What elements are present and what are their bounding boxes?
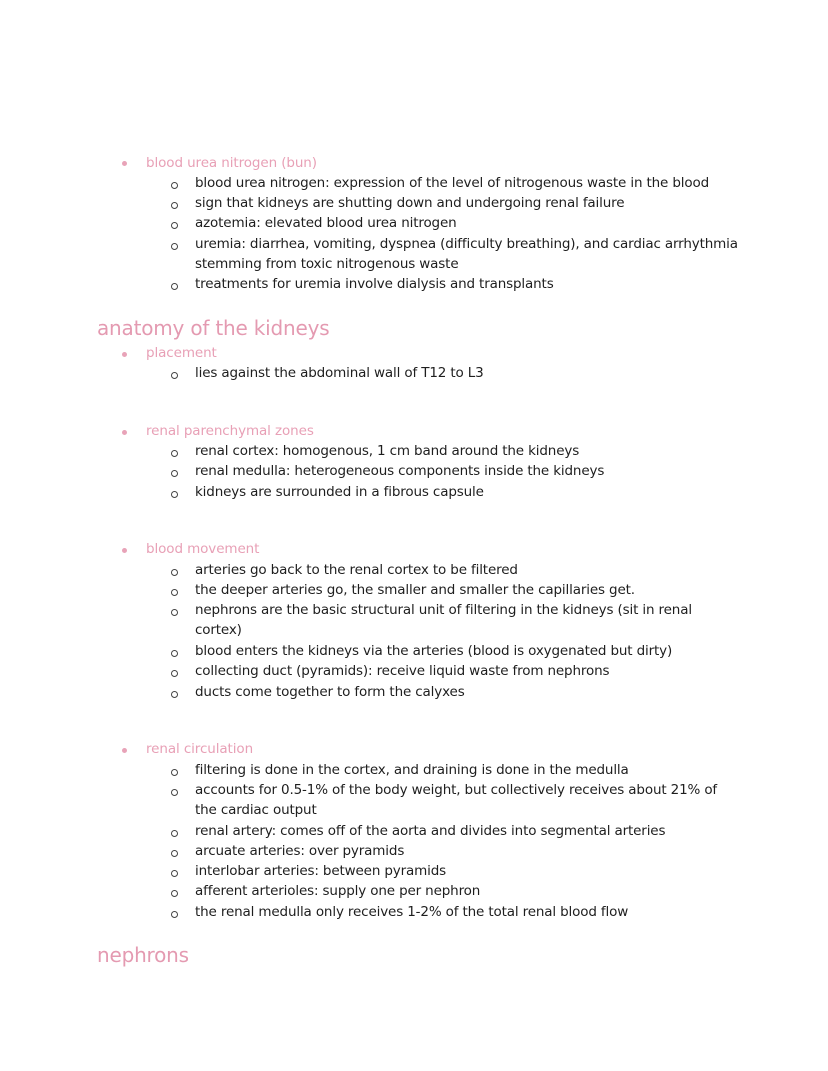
sub-bullet-icon	[171, 789, 178, 796]
list-item: ducts come together to form the calyxes	[195, 684, 465, 700]
sub-bullet-icon	[171, 569, 178, 576]
sub-bullet-icon	[171, 650, 178, 657]
sub-bullet-icon	[171, 691, 178, 698]
list-item-continuation: the cardiac output	[195, 802, 317, 818]
list-item-continuation: cortex)	[195, 622, 242, 638]
bullet-icon	[122, 548, 127, 553]
section-heading-nephrons: nephrons	[97, 943, 189, 967]
bullet-label-renal-circulation: renal circulation	[146, 741, 254, 757]
bullet-label-placement: placement	[146, 345, 217, 361]
list-item: sign that kidneys are shutting down and undergoing renal failure	[195, 195, 625, 211]
list-item: filtering is done in the cortex, and draining is done in the medulla	[195, 762, 629, 778]
bullet-label-bun: blood urea nitrogen (bun)	[146, 155, 317, 171]
bullet-label-parenchymal-zones: renal parenchymal zones	[146, 423, 314, 439]
list-item: renal cortex: homogenous, 1 cm band around the kidneys	[195, 443, 580, 459]
list-item: afferent arterioles: supply one per nephron	[195, 883, 481, 899]
list-item: renal medulla: heterogeneous components inside the kidneys	[195, 463, 605, 479]
list-item: interlobar arteries: between pyramids	[195, 863, 447, 879]
list-item: uremia: diarrhea, vomiting, dyspnea (difficulty breathing), and cardiac arrhythmia	[195, 236, 738, 252]
sub-bullet-icon	[171, 890, 178, 897]
bullet-icon	[122, 352, 127, 357]
sub-bullet-icon	[171, 670, 178, 677]
sub-bullet-icon	[171, 870, 178, 877]
sub-bullet-icon	[171, 609, 178, 616]
sub-bullet-icon	[171, 830, 178, 837]
list-item: blood urea nitrogen: expression of the level of nitrogenous waste in the blood	[195, 175, 709, 191]
list-item-continuation: stemming from toxic nitrogenous waste	[195, 256, 459, 272]
list-item: azotemia: elevated blood urea nitrogen	[195, 215, 457, 231]
list-item: arteries go back to the renal cortex to be filtered	[195, 562, 518, 578]
list-item: the renal medulla only receives 1-2% of the total renal blood flow	[195, 904, 629, 920]
sub-bullet-icon	[171, 283, 178, 290]
section-heading-anatomy: anatomy of the kidneys	[97, 316, 330, 340]
sub-bullet-icon	[171, 470, 178, 477]
list-item: lies against the abdominal wall of T12 to L3	[195, 365, 484, 381]
sub-bullet-icon	[171, 243, 178, 250]
list-item: nephrons are the basic structural unit of filtering in the kidneys (sit in renal	[195, 602, 692, 618]
bullet-icon	[122, 430, 127, 435]
sub-bullet-icon	[171, 491, 178, 498]
sub-bullet-icon	[171, 850, 178, 857]
list-item: kidneys are surrounded in a fibrous capsule	[195, 484, 484, 500]
sub-bullet-icon	[171, 911, 178, 918]
bullet-icon	[122, 161, 127, 166]
sub-bullet-icon	[171, 202, 178, 209]
list-item: accounts for 0.5-1% of the body weight, but collectively receives about 21% of	[195, 782, 718, 798]
bullet-label-blood-movement: blood movement	[146, 541, 260, 557]
list-item: arcuate arteries: over pyramids	[195, 843, 405, 859]
sub-bullet-icon	[171, 769, 178, 776]
sub-bullet-icon	[171, 182, 178, 189]
sub-bullet-icon	[171, 222, 178, 229]
list-item: renal artery: comes off of the aorta and divides into segmental arteries	[195, 823, 666, 839]
list-item: treatments for uremia involve dialysis and transplants	[195, 276, 554, 292]
list-item: the deeper arteries go, the smaller and smaller the capillaries get.	[195, 582, 635, 598]
sub-bullet-icon	[171, 450, 178, 457]
list-item: collecting duct (pyramids): receive liquid waste from nephrons	[195, 663, 610, 679]
sub-bullet-icon	[171, 372, 178, 379]
list-item: blood enters the kidneys via the arteries (blood is oxygenated but dirty)	[195, 643, 673, 659]
bullet-icon	[122, 748, 127, 753]
sub-bullet-icon	[171, 589, 178, 596]
